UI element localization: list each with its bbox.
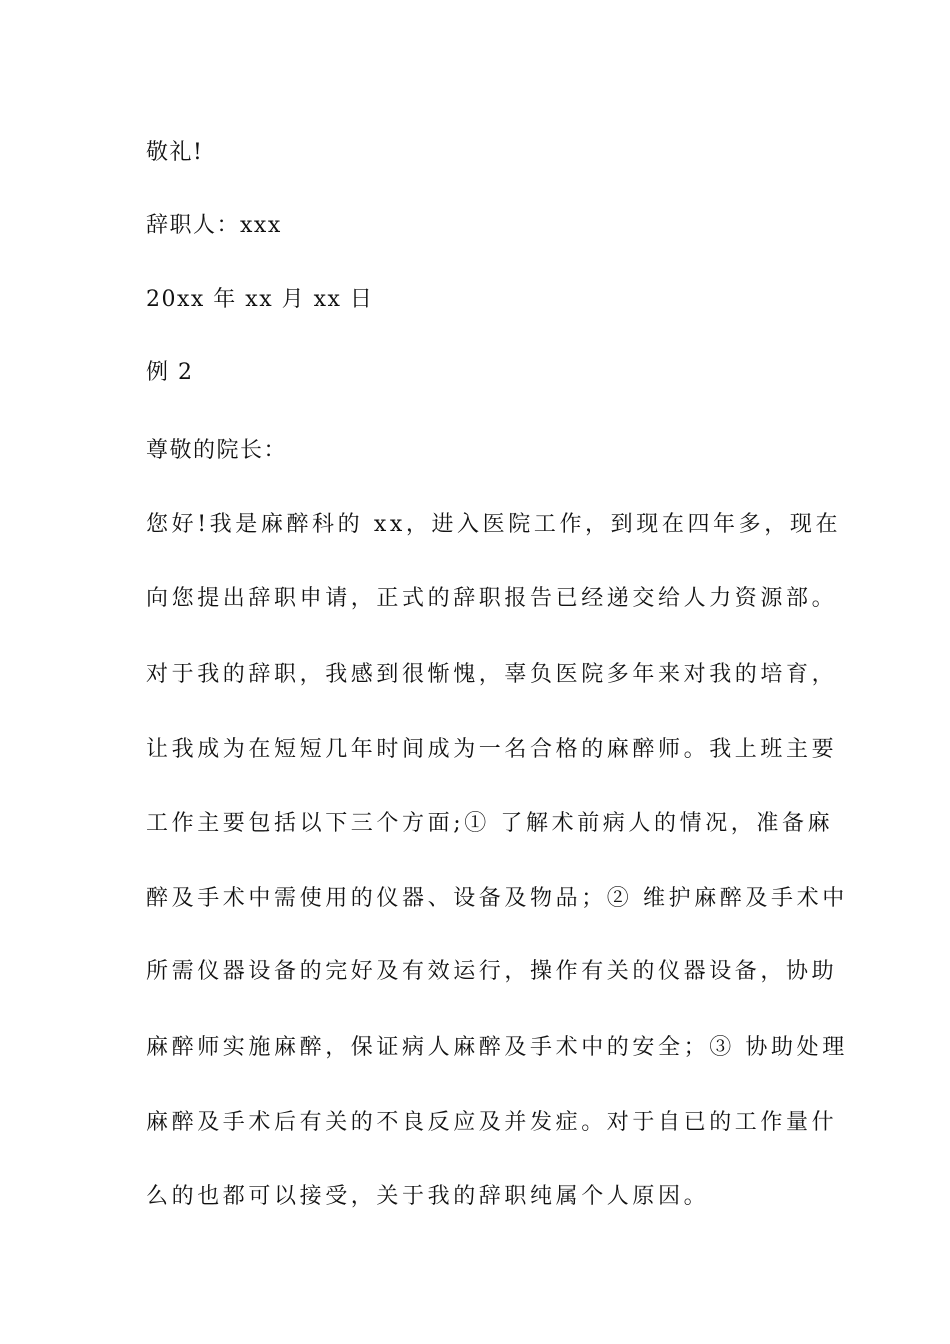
body-line-7: 所需仪器设备的完好及有效运行，操作有关的仪器设备，协助 [146,959,838,984]
body-line-8: 麻醉师实施麻醉，保证病人麻醉及手术中的安全；③ 协助处理 [146,1035,848,1060]
body-line-2: 向您提出辞职申请，正式的辞职报告已经递交给人力资源部。 [146,586,838,611]
body-line-6: 醉及手术中需使用的仪器、设备及物品；② 维护麻醉及手术中 [146,886,848,911]
example-heading: 例 2 [146,360,194,385]
body-line-9: 麻醉及手术后有关的不良反应及并发症。对于自已的工作量什 [146,1110,838,1135]
greeting-line: 尊敬的院长： [146,438,288,463]
signature-line: 辞职人：xxx [146,213,282,238]
body-line-5: 工作主要包括以下三个方面;① 了解术前病人的情况，准备麻 [146,811,834,836]
body-line-10: 么的也都可以接受，关于我的辞职纯属个人原因。 [146,1184,710,1209]
body-line-4: 让我成为在短短几年时间成为一名合格的麻醉师。我上班主要 [146,737,838,762]
body-line-3: 对于我的辞职，我感到很惭愧，辜负医院多年来对我的培育， [146,662,838,687]
closing-salutation: 敬礼! [146,140,204,165]
body-line-1: 您好!我是麻醉科的 xx，进入医院工作，到现在四年多，现在 [146,512,842,537]
date-line: 20xx 年 xx 月 xx 日 [146,287,374,312]
